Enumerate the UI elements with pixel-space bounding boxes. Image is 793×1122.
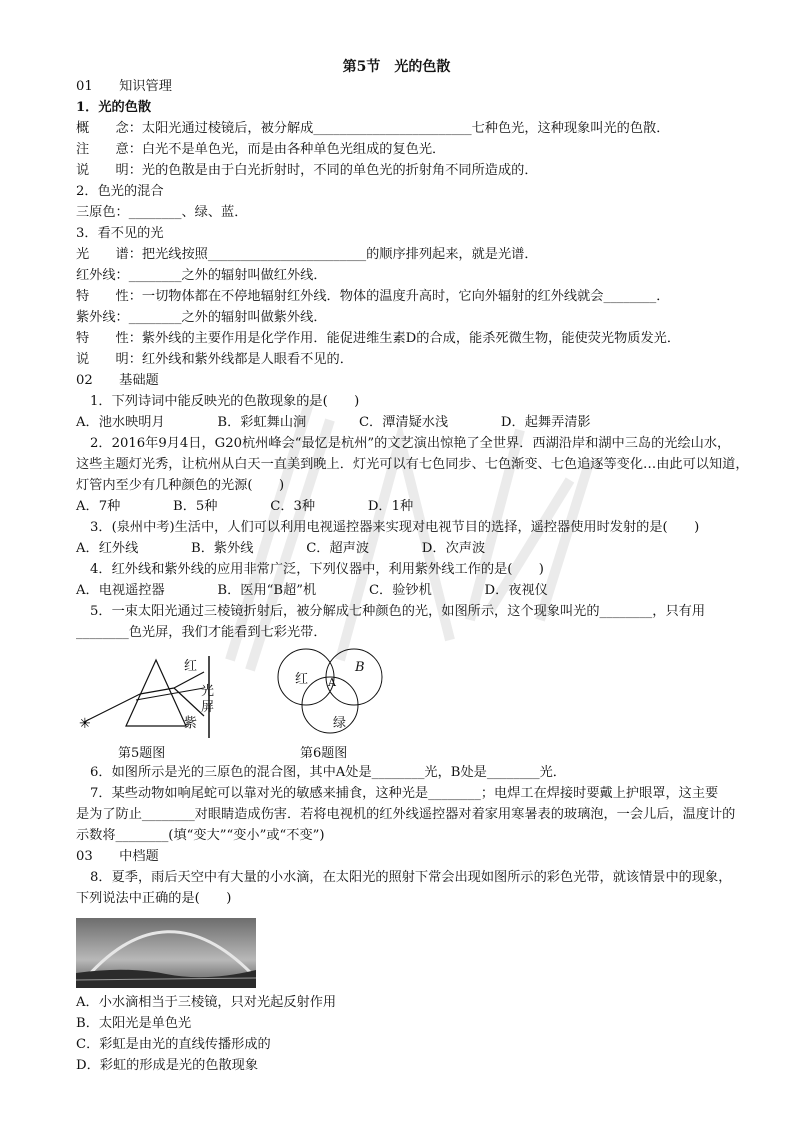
subheading: 3．看不见的光 [76, 226, 164, 241]
text-line: 光 谱：把光线按照________________________的顺序排列起来，就是光谱． [76, 247, 538, 262]
question: 7．某些动物如响尾蛇可以靠对光的敏感来捕食，这种光是________；电焊工在焊接时要戴上护眼罩，这主要 [90, 786, 719, 801]
question: 4．红外线和紫外线的应用非常广泛，下列仪器中，利用紫外线工作的是( ) [90, 562, 544, 577]
question: 3．(泉州中考)生活中，人们可以利用电视遥控器来实现对电视节目的选择，遥控器使用时发射的是( ) [90, 520, 700, 535]
fig6-caption: 第6题图 [300, 746, 348, 761]
subheading: 2．色光的混合 [76, 184, 164, 199]
fig6-label-b: B [355, 660, 365, 675]
sun-icon: ✳ [79, 716, 91, 732]
question: 1．下列诗词中能反映光的色散现象的是( ) [90, 394, 360, 409]
question-cont: 下列说法中正确的是( ) [76, 891, 232, 906]
question: 5．一束太阳光通过三棱镜折射后，被分解成七种颜色的光，如图所示，这个现象叫光的________，只有用 [90, 604, 706, 619]
options: A．7种 B．5种 C．3种 D．1种 [76, 499, 414, 514]
fig5-label-red: 红 [184, 659, 198, 674]
text-line: 特 性：紫外线的主要作用是化学作用．能促进维生素D的合成，能杀死微生物，能使荧光物质发光． [76, 331, 681, 346]
text-line: 概 念：太阳光通过棱镜后，被分解成________________________七种色光，这种现象叫光的色散． [76, 121, 670, 136]
text-line: 三原色：________、绿、蓝． [76, 205, 248, 220]
page-title: 第5节 光的色散 [342, 59, 451, 75]
fig6-label-green: 绿 [333, 716, 347, 731]
text-line: 红外线：________之外的辐射叫做红外线． [76, 268, 327, 283]
text-line: 说 明：光的色散是由于白光折射时，不同的单色光的折射角不同所造成的． [76, 163, 538, 178]
options: A．电视遥控器 B．医用“B超”机 C．验钞机 D．夜视仪 [76, 583, 548, 598]
question: 8．夏季，雨后天空中有大量的小水滴，在太阳光的照射下常会出现如图所示的彩色光带，就该情景中的现象， [90, 870, 732, 885]
rainbow-photo [76, 918, 256, 988]
question-cont: ________色光屏，我们才能看到七彩光带． [76, 625, 327, 640]
option: C．彩虹是由光的直线传播形成的 [76, 1037, 271, 1052]
section-heading: 03 中档题 [76, 849, 159, 864]
text-line: 说 明：红外线和紫外线都是人眼看不见的． [76, 352, 353, 367]
question: 6．如图所示是光的三原色的混合图，其中A处是________光，B处是________光． [90, 765, 566, 780]
text-line: 特 性：一切物体都在不停地辐射红外线．物体的温度升高时，它向外辐射的红外线就会________． [76, 289, 670, 304]
fig5-label-screen: 光 [201, 684, 215, 699]
section-heading: 01 知识管理 [76, 79, 172, 94]
question-cont: 这些主题灯光秀，让杭州从白天一直美到晚上．灯光可以有七色同步、七色渐变、七色追逐等变化…由此可以知道， [76, 457, 749, 472]
fig5-label-violet: 紫 [184, 716, 198, 731]
text-line: 注 意：白光不是单色光，而是由各种单色光组成的复色光． [76, 142, 446, 157]
options: A．池水映明月 B．彩虹舞山涧 C．潭清疑水浅 D．起舞弄清影 [76, 415, 591, 430]
fig6-label-red: 红 [295, 672, 309, 687]
option: A．小水滴相当于三棱镜，只对光起反射作用 [76, 995, 337, 1010]
color-mix-figure [270, 645, 390, 740]
fig6-label-a: A [328, 676, 336, 689]
subheading: 1．光的色散 [76, 100, 152, 115]
question-cont: 灯管内至少有几种颜色的光源( ) [76, 478, 285, 493]
options: A．红外线 B．紫外线 C．超声波 D．次声波 [76, 541, 486, 556]
question: 2．2016年9月4日，G20杭州峰会“最忆是杭州”的文艺演出惊艳了全世界．西湖沿岸和湖中三岛的光绘山水， [90, 436, 731, 451]
question-cont: 是为了防止________对眼睛造成伤害．若将电视机的红外线遥控器对着家用寒暑表的玻璃泡，一会儿后，温度计的 [76, 807, 736, 822]
section-heading: 02 基础题 [76, 373, 159, 388]
text-line: 紫外线：________之外的辐射叫做紫外线． [76, 310, 327, 325]
option: B．太阳光是单色光 [76, 1016, 192, 1031]
fig5-caption: 第5题图 [118, 746, 166, 761]
option: D．彩虹的形成是光的色散现象 [76, 1058, 259, 1073]
fig5-label-screen: 屏 [201, 700, 215, 715]
question-cont: 示数将________(填“变大”“变小”或“不变”) [76, 828, 325, 843]
